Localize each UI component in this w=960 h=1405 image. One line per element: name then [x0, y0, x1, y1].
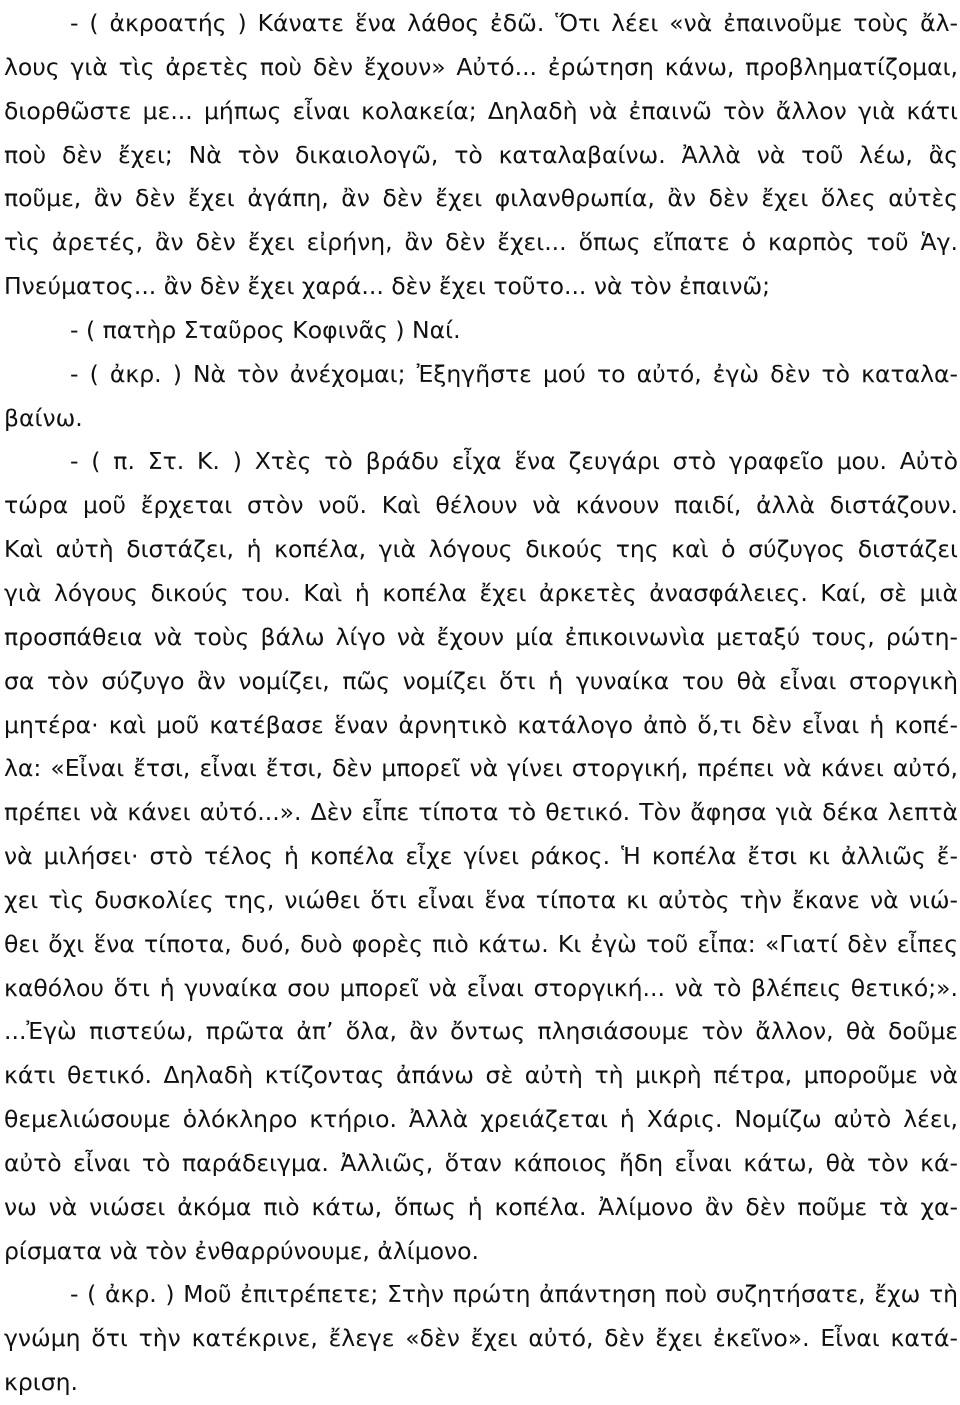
text-line: αὐτὸ εἶναι τὸ παράδειγμα. Ἀλλιῶς, ὅταν κάποιος ἤδη εἶναι κάτω, θὰ τὸν κά- — [4, 1148, 958, 1177]
text-line: κάτι θετικό. Δηλαδὴ κτίζοντας ἀπάνω σὲ αὐτὴ τὴ μικρὴ πέτρα, μποροῦμε νὰ — [4, 1061, 958, 1090]
text-line: τὶς ἀρετές, ἂν δὲν ἔχει εἰρήνη, ἂν δὲν ἔχει... ὅπως εἴπατε ὁ καρπὸς τοῦ Ἁγ. — [4, 228, 958, 257]
text-line: ρίσματα νὰ τὸν ἐνθαρρύνουμε, ἀλίμονο. — [4, 1236, 480, 1265]
text-line: βαίνω. — [4, 403, 83, 432]
text-line: Καὶ αὐτὴ διστάζει, ἡ κοπέλα, γιὰ λόγους δικούς της καὶ ὁ σύζυγος διστάζει — [4, 535, 958, 564]
text-line: προσπάθεια νὰ τοὺς βάλω λίγο νὰ ἔχουν μία ἐπικοινωνὶα μεταξύ τους, ρώτη- — [4, 622, 958, 651]
text-line: κριση. — [4, 1368, 78, 1397]
text-line: ...Ἐγὼ πιστεύω, πρῶτα ἀπ’ ὅλα, ἂν ὄντως πλησιάσουμε τὸν ἄλλον, θὰ δοῦμε — [4, 1017, 958, 1046]
text-line: καθόλου ὅτι ἡ γυναίκα σου μπορεῖ νὰ εἶναι στοργική... νὰ τὸ βλέπεις θετικό;». — [4, 973, 958, 1002]
text-line: θεμελιώσουμε ὁλόκληρο κτήριο. Ἀλλὰ χρειάζεται ἡ Χάρις. Νομίζω αὐτὸ λέει, — [4, 1105, 958, 1134]
text-line: Πνεύματος... ἂν δὲν ἔχει χαρά... δὲν ἔχει τοῦτο... νὰ τὸν ἐπαινῶ; — [4, 272, 771, 301]
text-line: - ( ἀκρ. ) Νὰ τὸν ἀνέχομαι; Ἐξηγῆστε μού το αὐτό, ἐγὼ δὲν τὸ καταλα- — [70, 359, 958, 388]
text-line: γνώμη ὅτι τὴν κατέκρινε, ἔλεγε «δὲν ἔχει αὐτό, δὲν ἔχει ἐκεῖνο». Εἶναι κατά- — [4, 1324, 958, 1353]
text-line: - ( ἀκρ. ) Μοῦ ἐπιτρέπετε; Στὴν πρώτη ἀπάντηση ποὺ συζητήσατε, ἔχω τὴ — [70, 1280, 958, 1309]
text-line: ποῦμε, ἂν δὲν ἔχει ἀγάπη, ἂν δὲν ἔχει φιλανθρωπία, ἂν δὲν ἔχει ὅλες αὐτὲς — [4, 184, 958, 213]
text-line: πρέπει νὰ κάνει αὐτό...». Δὲν εἶπε τίποτα τὸ θετικό. Τὸν ἄφησα γιὰ δέκα λεπτὰ — [4, 798, 958, 827]
text-line: χει τὶς δυσκολίες της, νιώθει ὅτι εἶναι ἕνα τίποτα κι αὐτὸς τὴν ἔκανε νὰ νιώ- — [4, 885, 958, 914]
text-line: μητέρα· καὶ μοῦ κατέβασε ἕναν ἀρνητικὸ κατάλογο ἀπὸ ὅ,τι δὲν εἶναι ἡ κοπέ- — [4, 710, 958, 739]
text-line: - ( πατὴρ Σταῦρος Κοφινᾶς ) Ναί. — [70, 315, 461, 344]
text-line: ποὺ δὲν ἔχει; Νὰ τὸν δικαιολογῶ, τὸ καταλαβαίνω. Ἀλλὰ νὰ τοῦ λέω, ἂς — [4, 140, 958, 169]
text-line: λους γιὰ τὶς ἀρετὲς ποὺ δὲν ἔχουν» Αὐτό... ἐρώτηση κάνω, προβληματίζομαι, — [4, 52, 958, 81]
text-line: γιὰ λόγους δικούς του. Καὶ ἡ κοπέλα ἔχει ἀρκετὲς ἀνασφάλειες. Καί, σὲ μιὰ — [4, 578, 958, 607]
text-line: - ( ἀκροατής ) Κάνατε ἕνα λάθος ἐδῶ. Ὅτι λέει «νὰ ἐπαινοῦμε τοὺς ἄλ- — [70, 9, 958, 37]
text-line: θει ὄχι ἕνα τίποτα, δυό, δυὸ φορὲς πιὸ κάτω. Κι ἐγὼ τοῦ εἶπα: «Γιατί δὲν εἶπες — [4, 929, 958, 958]
text-line: τώρα μοῦ ἔρχεται στὸν νοῦ. Καὶ θέλουν νὰ κάνουν παιδί, ἀλλὰ διστάζουν. — [4, 491, 958, 520]
text-line: διορθῶστε με... μήπως εἶναι κολακεία; Δηλαδὴ νὰ ἐπαινῶ τὸν ἄλλον γιὰ κάτι — [4, 96, 958, 125]
text-line: - ( π. Στ. Κ. ) Χτὲς τὸ βράδυ εἶχα ἕνα ζευγάρι στὸ γραφεῖο μου. Αὐτὸ — [70, 447, 958, 476]
text-line: σα τὸν σύζυγο ἂν νομίζει, πῶς νομίζει ὅτι ἡ γυναίκα του θὰ εἶναι στοργικὴ — [4, 666, 958, 695]
text-line: λα: «Εἶναι ἔτσι, εἶναι ἔτσι, δὲν μπορεῖ νὰ γίνει στοργική, πρέπει νὰ κάνει αὐτό, — [4, 754, 958, 783]
text-line: νω νὰ νιώσει ἀκόμα πιὸ κάτω, ὅπως ἡ κοπέλα. Ἀλίμονο ἂν δὲν ποῦμε τὰ χα- — [4, 1192, 958, 1221]
text-line: νὰ μιλήσει· στὸ τέλος ἡ κοπέλα εἶχε γίνει ράκος. Ἡ κοπέλα ἔτσι κι ἀλλιῶς ἔ- — [4, 842, 958, 871]
